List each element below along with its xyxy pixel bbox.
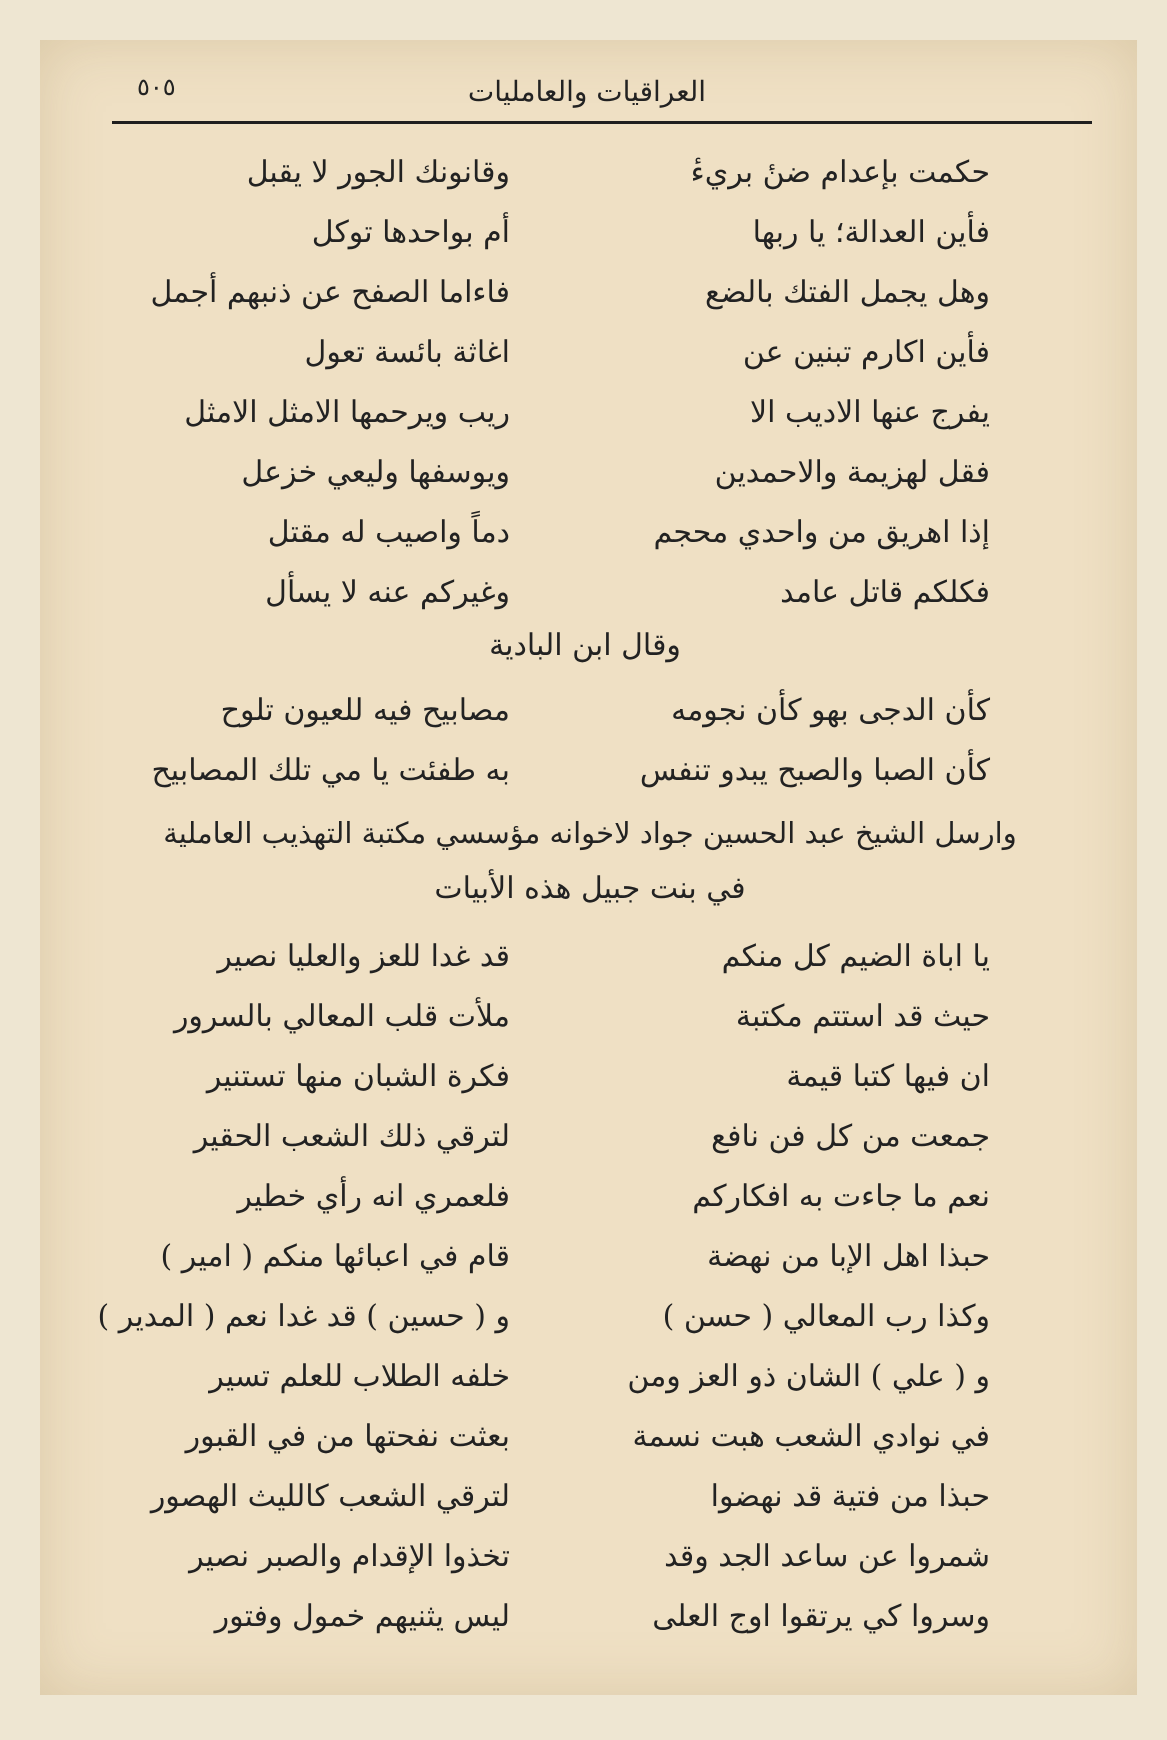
hemistich-left: فكرة الشبان منها تستنير: [206, 1058, 510, 1094]
hemistich-right: كأن الصبا والصبح يبدو تنفس: [639, 752, 990, 788]
hemistich-left: فلعمري انه رأي خطير: [237, 1178, 510, 1214]
hemistich-left: ويوسفها وليعي خزعل: [241, 454, 510, 490]
page-header: [72, 55, 1102, 125]
hemistich-right: كأن الدجى بهو كأن نجومه: [671, 692, 990, 728]
hemistich-left: به طفئت يا مي تلك المصابيح: [151, 752, 510, 788]
couplet: [180, 680, 990, 740]
couplet: [151, 740, 990, 800]
hemistich-right: حكمت بإعدام ضنٔ بريءٔ: [690, 154, 990, 190]
hemistich-left: فاءاما الصفح عن ذنبهم أجمل: [150, 274, 510, 310]
hemistich-left: و ( حسين ) قد غدا نعم ( المدير ): [97, 1298, 510, 1334]
hemistich-left: ملأت قلب المعالي بالسرور: [173, 998, 510, 1034]
hemistich-left: ريب ويرحمها الامثل الامثل: [184, 394, 510, 430]
couplet: [180, 1166, 990, 1226]
hemistich-right: حبذا اهل الإبا من نهضة: [707, 1238, 990, 1274]
hemistich-right: ان فيها كتبا قيمة: [786, 1058, 990, 1094]
hemistich-right: نعم ما جاءت به افكاركم: [692, 1178, 990, 1214]
hemistich-right: حيث قد استتم مكتبة: [735, 998, 990, 1034]
hemistich-left: اغاثة بائسة تعول: [304, 334, 510, 370]
hemistich-right: وهل يجمل الفتك بالضع: [704, 274, 990, 310]
couplet: [180, 562, 990, 622]
hemistich-left: مصابيح فيه للعيون تلوح: [220, 692, 510, 728]
poem-heading: [160, 805, 1020, 917]
hemistich-right: في نوادي الشعب هبت نسمة: [632, 1418, 990, 1454]
couplet: [180, 382, 990, 442]
hemistich-left: لترقي الشعب كالليث الهصور: [150, 1478, 510, 1514]
couplet: [180, 322, 990, 382]
poem-3-heading: وارسل الشيخ عبد الحسين جواد لاخوانه مؤسسي مكتبة التهذيب العاملية: [163, 816, 1017, 850]
hemistich-left: دماً واصيب له مقتل: [267, 514, 510, 550]
hemistich-right: يا اباة الضيم كل منكم: [721, 938, 990, 974]
hemistich-right: فقل لهزيمة والاحمدين: [714, 454, 990, 490]
hemistich-right: إذا اهريق من واحدي محجم: [653, 514, 990, 550]
poem-2-heading: وقال ابن البادية: [489, 628, 681, 663]
hemistich-left: أم بواحدها توكل: [311, 214, 510, 250]
poem-3-subheading: في بنت جبيل هذه الأبيات: [434, 871, 746, 906]
poem-1: [150, 142, 990, 622]
hemistich-right: حبذا من فتية قد نهضوا: [710, 1478, 990, 1514]
page-number: ٥٠٥: [137, 73, 176, 101]
hemistich-right: شمروا عن ساعد الجد وقد: [664, 1538, 990, 1574]
couplet: [180, 926, 990, 986]
hemistich-right: فأين اكارم تبنين عن: [742, 334, 990, 370]
couplet: [160, 1226, 990, 1286]
couplet: [180, 142, 990, 202]
hemistich-left: ليس يثنيهم خمول وفتور: [214, 1598, 510, 1634]
couplet: [180, 202, 990, 262]
hemistich-right: يفرج عنها الاديب الا: [749, 394, 990, 430]
hemistich-left: لترقي ذلك الشعب الحقير: [193, 1118, 510, 1154]
hemistich-right: فكلكم قاتل عامد: [780, 574, 990, 610]
poem-heading: [180, 618, 990, 674]
hemistich-left: وقانونك الجور لا يقبل: [246, 154, 510, 190]
couplet: [180, 1586, 990, 1646]
hemistich-right: و ( علي ) الشان ذو العز ومن: [627, 1358, 990, 1394]
couplet: [180, 1526, 990, 1586]
couplet: [173, 986, 990, 1046]
header-rule: [112, 121, 1092, 124]
hemistich-left: قام في اعبائها منكم ( امير ): [160, 1238, 510, 1274]
running-title: العراقيات والعامليات: [467, 75, 707, 108]
couplet: [180, 1106, 990, 1166]
couplet: [180, 502, 990, 562]
couplet: [150, 262, 990, 322]
hemistich-right: وكذا رب المعالي ( حسن ): [662, 1298, 990, 1334]
couplet: [180, 442, 990, 502]
hemistich-right: فأين العدالة؛ يا ربها: [752, 214, 990, 250]
poem-3: [97, 926, 990, 1646]
couplet: [97, 1286, 990, 1346]
poem-2: [151, 680, 990, 800]
hemistich-left: قد غدا للعز والعليا نصير: [217, 938, 510, 974]
couplet: [180, 1346, 990, 1406]
couplet: [150, 1466, 990, 1526]
hemistich-left: تخذوا الإقدام والصبر نصير: [189, 1538, 510, 1574]
couplet: [180, 1406, 990, 1466]
hemistich-left: بعثت نفحتها من في القبور: [185, 1418, 510, 1454]
hemistich-left: وغيركم عنه لا يسأل: [265, 574, 510, 610]
hemistich-right: جمعت من كل فن نافع: [711, 1118, 990, 1154]
hemistich-left: خلفه الطلاب للعلم تسير: [209, 1358, 510, 1394]
hemistich-right: وسروا كي يرتقوا اوج العلى: [652, 1598, 990, 1634]
couplet: [180, 1046, 990, 1106]
